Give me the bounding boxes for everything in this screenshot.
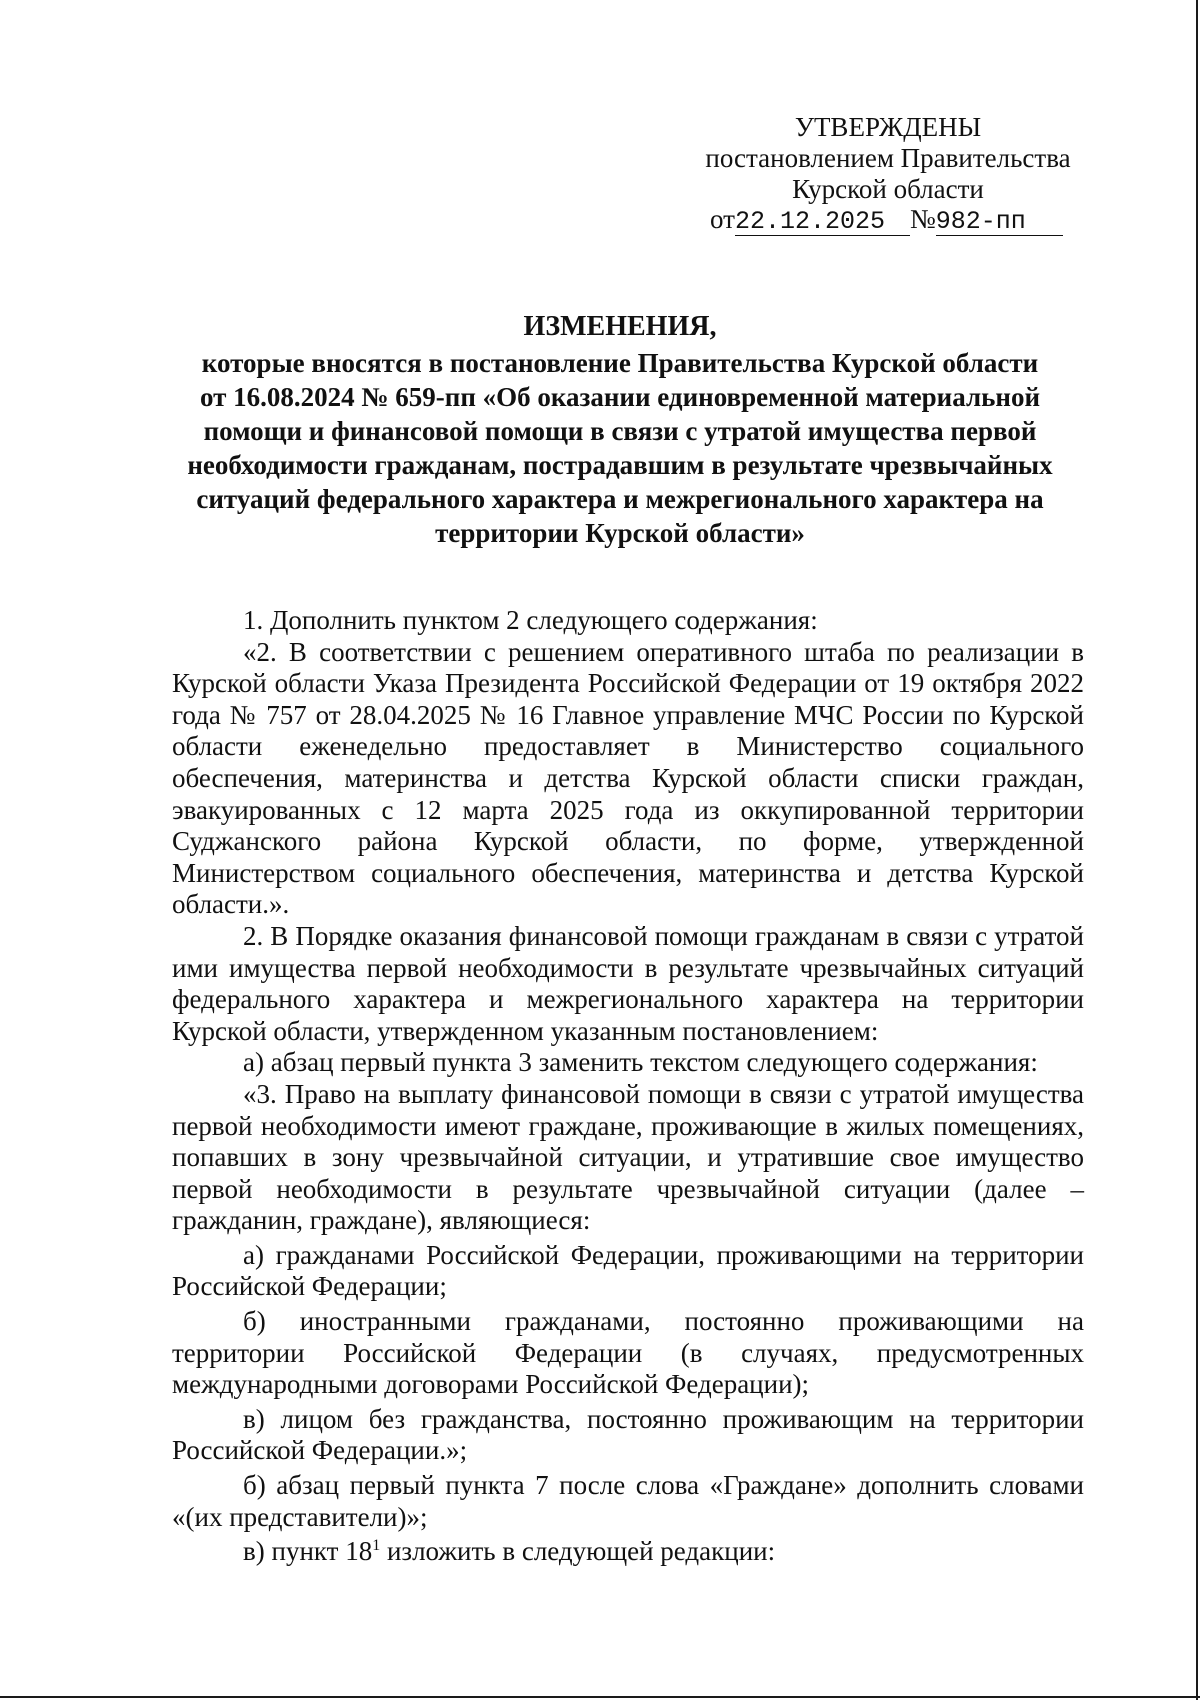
paragraph-10-before: в) пункт 18 (243, 1536, 373, 1567)
approval-by-line1: постановлением Правительства (705, 143, 1071, 173)
paragraph-9: б) абзац первый пункта 7 после слова «Граждане» дополнить словами «(их представители)»; (172, 1470, 1084, 1532)
paragraph-7: б) иностранными гражданами, постоянно проживающими на территории Российской Федерации (в случаях, предусмотренных международными договорами Российской Федерации); (172, 1306, 1084, 1400)
paragraph-5: «3. Право на выплату финансовой помощи в связи с утратой имущества первой необходимости имеют граждане, проживающие в жилых помещениях, попавших в зону чрезвычайной ситуации, и утратившие свое имущество первой необходимости в результате чрезвычайной ситуации (далее – гражданин, граждане), являющиеся: (172, 1078, 1084, 1236)
paragraph-8: в) лицом без гражданства, постоянно проживающим на территории Российской Федерации.»; (172, 1403, 1084, 1466)
heading-line-4: необходимости гражданам, пострадавшим в результате чрезвычайных (187, 450, 1053, 480)
approval-approved: УТВЕРЖДЕНЫ (794, 112, 982, 142)
paragraph-10 (172, 1536, 1084, 1568)
heading-line-1: которые вносятся в постановление Правительства Курской области (201, 348, 1039, 378)
approval-stamp (688, 112, 1088, 236)
paragraph-10-superscript: 1 (372, 1537, 381, 1555)
approval-by-line2: Курской области (792, 174, 984, 204)
approval-date-prefix: от (710, 204, 735, 234)
approval-date-value: 22.12.2025 (735, 209, 910, 236)
paragraph-1: 1. Дополнить пунктом 2 следующего содержания: (243, 605, 818, 635)
paragraph-6: а) гражданами Российской Федерации, проживающими на территории Российской Федерации; (172, 1239, 1084, 1302)
approval-number-prefix: № (909, 204, 936, 234)
heading-line-6: территории Курской области» (435, 518, 805, 548)
heading-title: ИЗМЕНЕНИЯ, (523, 311, 717, 342)
heading-line-2: от 16.08.2024 № 659-пп «Об оказании единовременной материальной (199, 382, 1041, 412)
paragraph-4: а) абзац первый пункта 3 заменить текстом следующего содержания: (243, 1047, 1038, 1078)
document-heading (155, 310, 1085, 550)
approval-number-value: 982-пп (936, 209, 1063, 236)
paragraph-2: «2. В соответствии с решением оперативного штаба по реализации в Курской области Указа Президента Российской Федерации от 19 октября 2022 года № 757 от 28.04.2025 № 16 Главное управление МЧС России по Курской области еженедельно предоставляет в Министерство социального обеспечения, материнства и детства Курской области списки граждан, эвакуированных с 12 марта 2025 года из оккупированной территории Суджанского района Курской области, по форме, утвержденной Министерством социального обеспечения, материнства и детства Курской области.». (172, 636, 1084, 920)
paragraph-10-after: изложить в следующей редакции: (380, 1536, 776, 1567)
scan-edge-bottom (0, 1696, 1200, 1698)
document-body (172, 605, 1084, 1568)
scan-edge-right (1196, 0, 1198, 1700)
approval-date-line (688, 204, 1088, 236)
heading-line-5: ситуаций федерального характера и межрегионального характера на (196, 484, 1044, 514)
heading-line-3: помощи и финансовой помощи в связи с утратой имущества первой (203, 416, 1037, 446)
paragraph-3: 2. В Порядке оказания финансовой помощи гражданам в связи с утратой ими имущества первой необходимости в результате чрезвычайных ситуаций федерального характера и межрегионального характера на территории Курской области, утвержденном указанным постановлением: (172, 920, 1084, 1046)
